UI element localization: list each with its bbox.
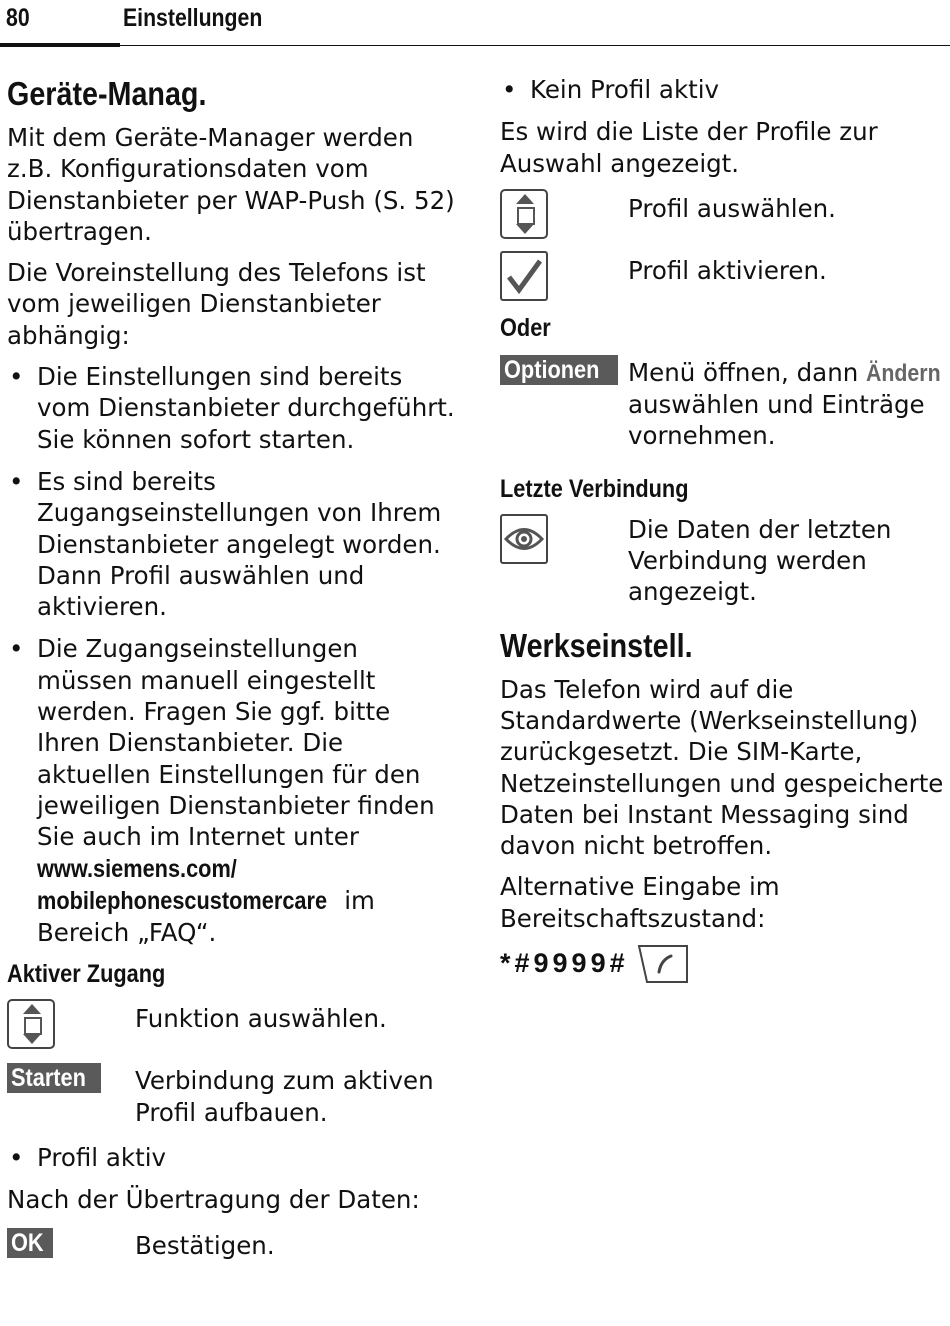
heading-device-manager: Geräte-Manag. (7, 75, 207, 112)
key-row-last-connection (500, 514, 948, 608)
preset-paragraph: Die Voreinstellung des Telefons ist vom jeweiligen Dienstanbieter abhängig: (7, 258, 426, 350)
faq-text: Bereich „FAQ“. (37, 918, 217, 948)
navigation-key-icon (500, 189, 548, 239)
key-row-options (500, 353, 948, 452)
reset-paragraph: Das Telefon wird auf die Standardwerte (Werkseinstellung) zurückgesetzt. Die SIM-Karte, Netzeinstellungen und gespeicherte Daten bei Instant Messaging sind davon nicht betroffen. (500, 674, 944, 861)
bullet-preconfigured: • Die Einstellungen sind bereits vom Dienstanbieter durchgeführt. Sie können sofort starten. (7, 361, 457, 455)
key-desc-ok: Bestätigen. (135, 1230, 275, 1260)
right-column (500, 74, 948, 984)
key-row-ok (7, 1226, 457, 1274)
key-desc-last-connection: Die Daten der letzten Verbindung werden angezeigt. (628, 514, 892, 607)
subheading-last-connection: Letzte Verbindung (500, 474, 689, 503)
bullet-manual-text: Die Zugangseinstellungen müssen manuell eingestellt werden. Fragen Sie ggf. bitte Ihren Dienstanbieter. Die aktuellen Einstellungen für den jeweiligen Dienstanbieter finden Sie auch im Internet unter (37, 634, 435, 852)
key-desc-select-profile: Profil auswählen. (628, 193, 836, 223)
profile-list-text: Es wird die Liste der Profile zur Auswahl angezeigt. (500, 117, 878, 178)
bullet-no-profile: • Kein Profil aktiv (500, 74, 948, 105)
bullet-manual-settings (7, 633, 457, 948)
subheading-or: Oder (500, 313, 551, 342)
section-title: Einstellungen (123, 4, 263, 32)
key-desc-options: Menü öffnen, dann Ändern auswählen und Einträge vornehmen. (628, 357, 941, 451)
after-transfer-text: Nach der Übertragung der Daten: (7, 1185, 420, 1215)
start-softkey: Starten (7, 1063, 101, 1093)
heading-factory-reset: Werkseinstell. (500, 626, 693, 664)
navigation-key-icon (7, 999, 55, 1049)
bullet-access-settings: • Es sind bereits Zugangseinstellungen von Ihrem Dienstanbieter angelegt worden. Dann Profil auswählen und aktivieren. (7, 466, 457, 622)
reset-code: *#9999# (500, 948, 629, 979)
key-row-select-profile (500, 189, 948, 239)
intro-paragraph: Mit dem Geräte-Manager werden z.B. Konfigurationsdaten vom Dienstanbieter per WAP-Push (S. 52) übertragen. (7, 123, 455, 246)
alt-input-paragraph: Alternative Eingabe im Bereitschaftszustand: (500, 872, 780, 933)
key-desc-start: Verbindung zum aktiven Profil aufbauen. (135, 1066, 434, 1127)
key-row-start (7, 1061, 457, 1128)
menu-ref-change: Ändern (866, 359, 941, 387)
header-rule-thick (0, 43, 120, 47)
eye-key-icon (500, 514, 548, 564)
bullet-profile-active: • Profil aktiv (7, 1142, 457, 1173)
key-row-select-function (7, 999, 457, 1049)
checkmark-key-icon (500, 251, 548, 301)
left-column (7, 62, 457, 1286)
url-line-1: www.siemens.com/ (37, 854, 237, 883)
key-row-activate-profile (500, 251, 948, 301)
subheading-active-access: Aktiver Zugang (7, 960, 166, 989)
url-suffix: im (336, 885, 375, 915)
options-softkey: Optionen (500, 355, 618, 385)
reset-code-row (500, 944, 948, 984)
key-desc-activate-profile: Profil aktivieren. (628, 255, 827, 285)
ok-softkey: OK (7, 1228, 53, 1258)
call-key-icon (637, 944, 689, 984)
page-number: 80 (6, 4, 30, 32)
key-desc-select-function: Funktion auswählen. (135, 1004, 387, 1034)
page-header (0, 0, 950, 48)
url-line-2: mobilephonescustomercare (37, 886, 328, 915)
header-rule (120, 45, 950, 46)
